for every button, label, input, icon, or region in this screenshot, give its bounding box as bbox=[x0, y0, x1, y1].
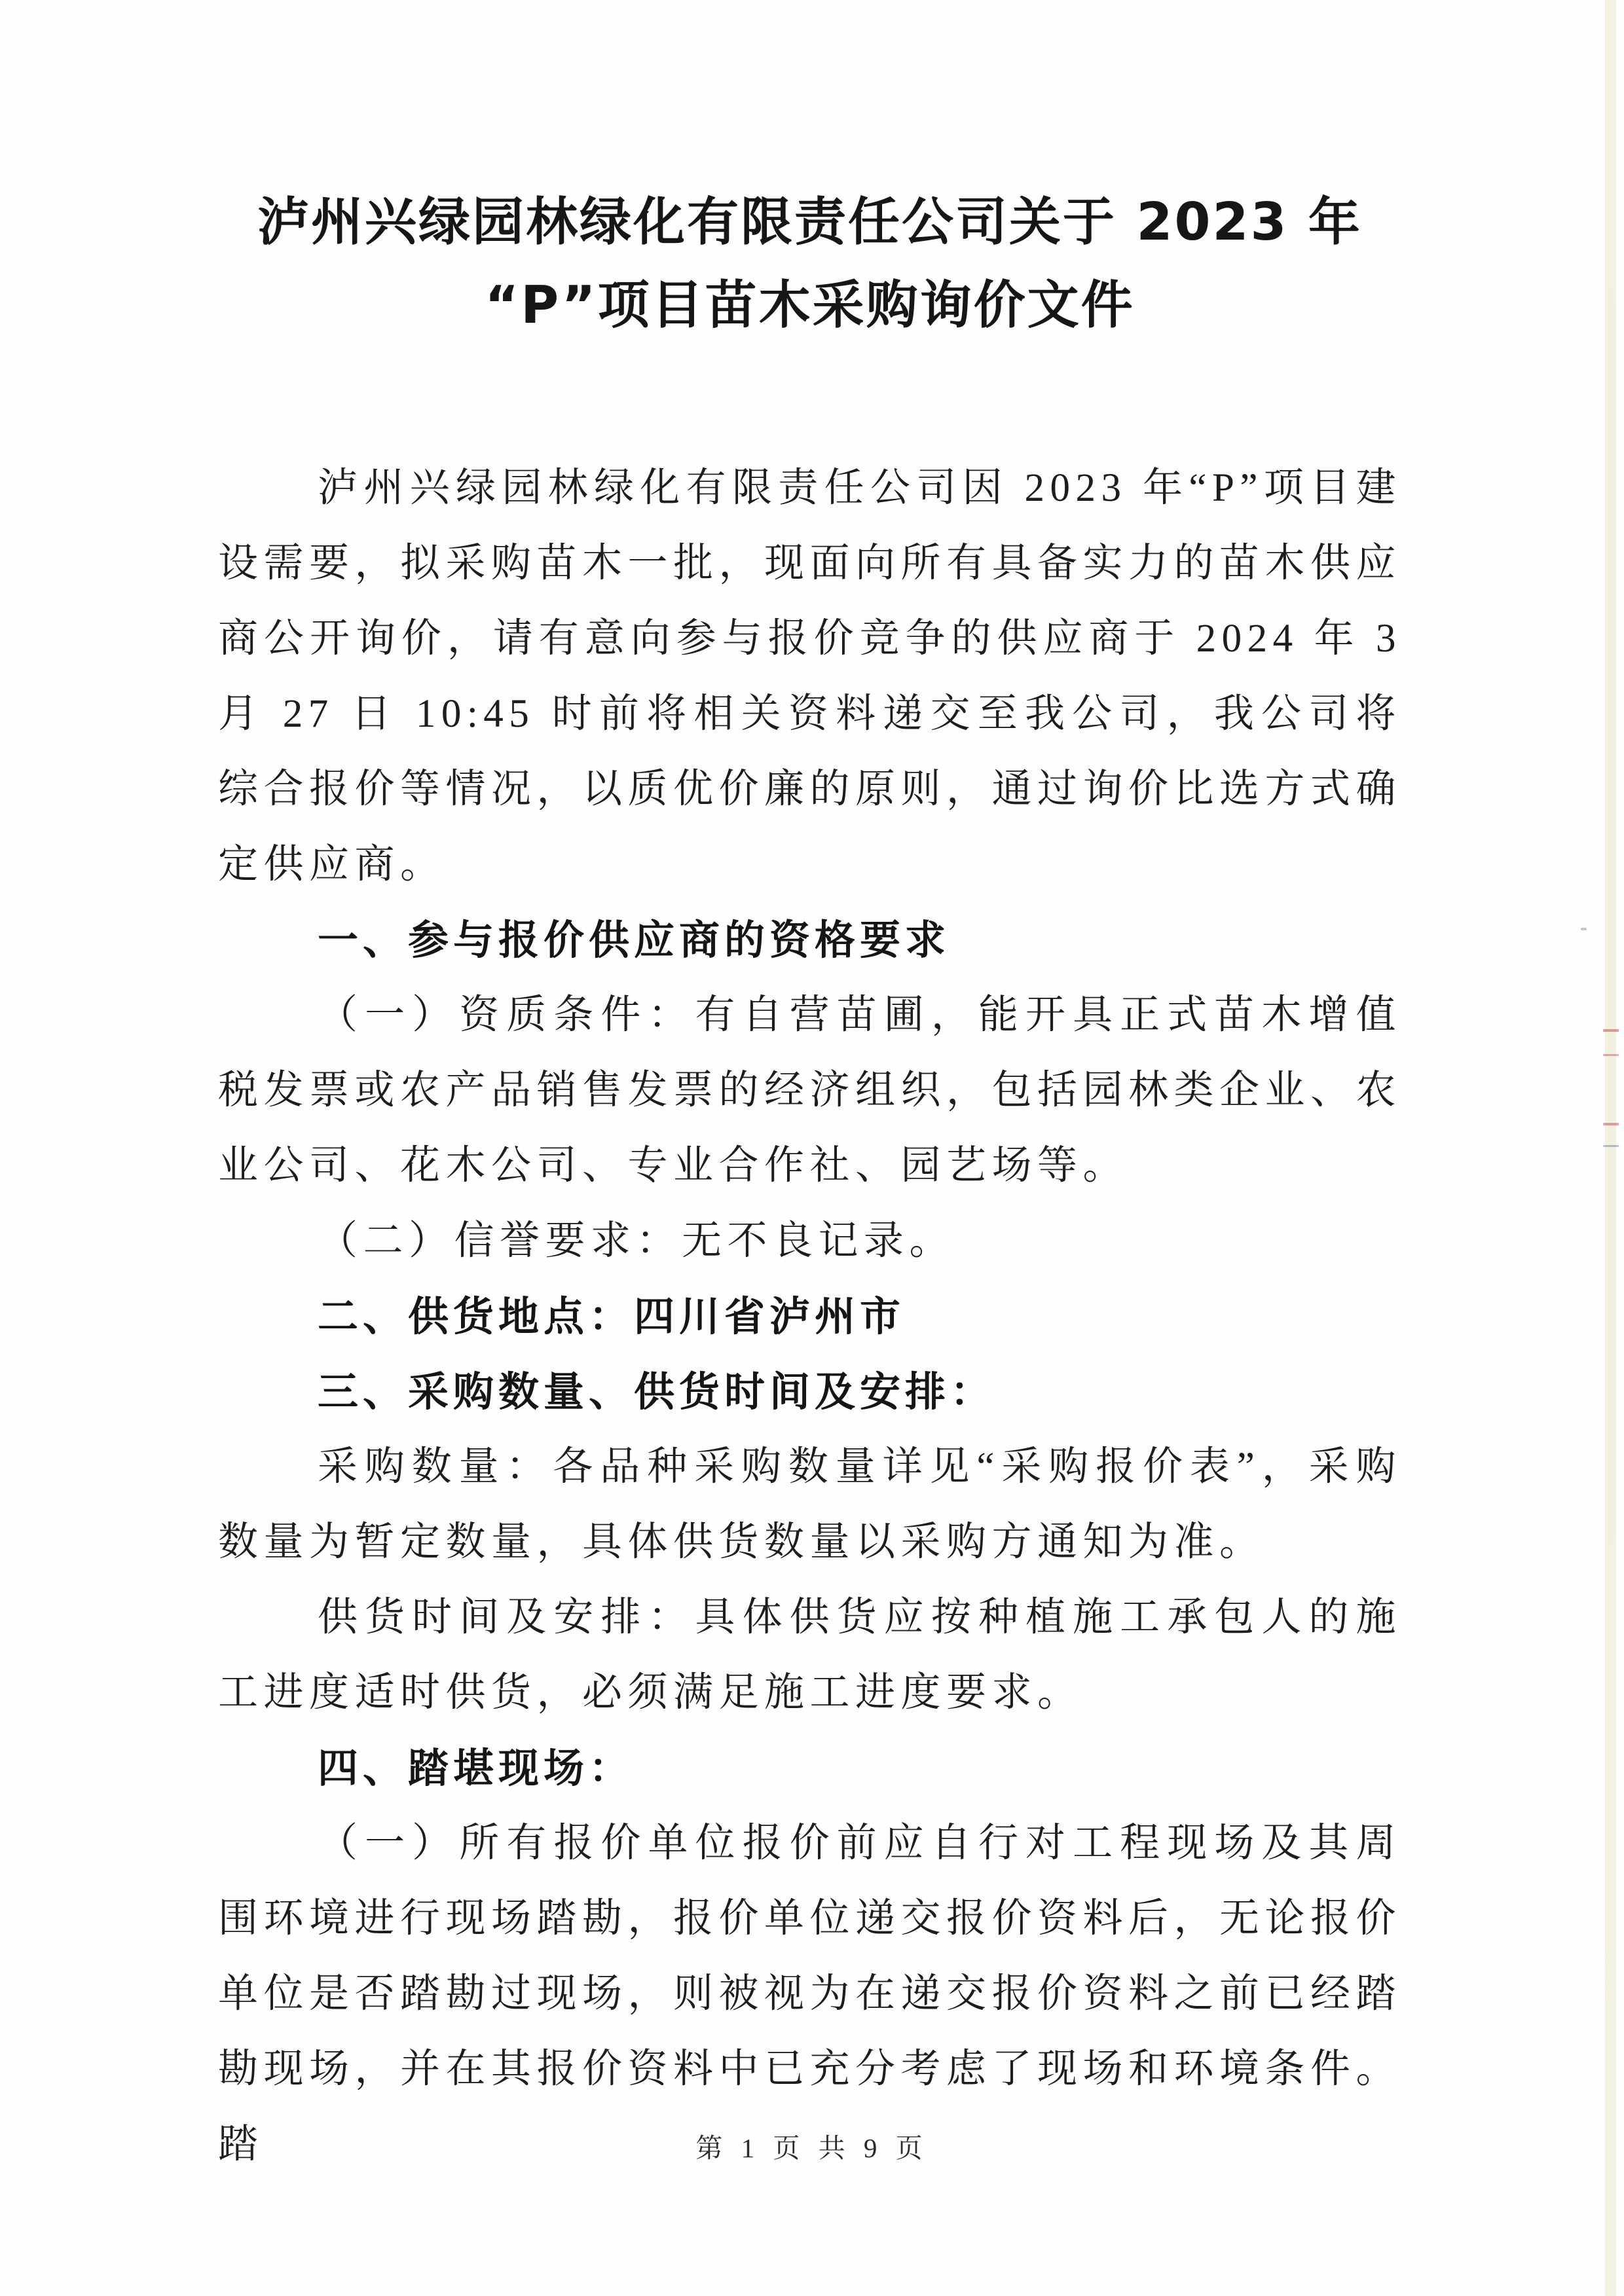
section-heading-4-site-survey: 四、踏堪现场： bbox=[318, 1744, 635, 1792]
section-heading-2-delivery-location: 二、供货地点：四川省泸州市 bbox=[318, 1292, 906, 1340]
paragraph-delivery-schedule: 供货时间及安排：具体供货应按种植施工承包人的施工进度适时供货，必须满足施工进度要求。 bbox=[218, 1595, 1401, 1715]
scan-mark-artifact bbox=[1603, 1054, 1619, 1056]
section-heading-3-quantity-schedule: 三、采购数量、供货时间及安排： bbox=[318, 1368, 996, 1415]
scan-mark-artifact bbox=[1603, 1029, 1619, 1032]
document-content bbox=[218, 0, 1401, 2182]
document-title-line1: 泸州兴绿园林绿化有限责任公司关于 2023 年 bbox=[257, 192, 1362, 252]
section-heading-1-qualification: 一、参与报价供应商的资格要求 bbox=[318, 916, 951, 964]
paragraph-qualification-conditions: （一）资质条件：有自营苗圃，能开具正式苗木增值税发票或农产品销售发票的经济组织，包括园林类企业、农业公司、花木公司、专业合作社、园艺场等。 bbox=[218, 993, 1402, 1188]
intro-paragraph: 泸州兴绿园林绿化有限责任公司因 2023 年“P”项目建设需要，拟采购苗木一批，现面向所有具备实力的苗木供应商公开询价，请有意向参与报价竞争的供应商于 2024 年 3 月 27 日 10:45 时前将相关资料递交至我公司，我公司将综合报价等情况，以质优价廉的原则，通过询价比选方式确定供应商。 bbox=[218, 466, 1402, 886]
page-number-footer: 第 1 页 共 9 页 bbox=[695, 2133, 929, 2163]
document-title bbox=[218, 0, 1401, 347]
paragraph-purchase-quantity: 采购数量：各品种采购数量详见“采购报价表”，采购数量为暂定数量，具体供货数量以采购方通知为准。 bbox=[218, 1445, 1401, 1564]
scan-edge-artifact bbox=[1605, 0, 1616, 2296]
document-body bbox=[218, 450, 1401, 2182]
scan-speck-artifact bbox=[1581, 928, 1587, 930]
scan-mark-artifact bbox=[1603, 1145, 1619, 1147]
paragraph-credit-requirement: （二）信誉要求：无不良记录。 bbox=[318, 1219, 955, 1263]
paragraph-site-survey: （一）所有报价单位报价前应自行对工程现场及其周围环境进行现场踏勘，报价单位递交报价资料后，无论报价单位是否踏勘过现场，则被视为在递交报价资料之前已经踏勘现场，并在其报价资料中已充分考虑了现场和环境条件。踏 bbox=[218, 1821, 1402, 2166]
document-title-line2: “P”项目苗木采购询价文件 bbox=[485, 275, 1135, 335]
scan-mark-artifact bbox=[1603, 1123, 1619, 1125]
